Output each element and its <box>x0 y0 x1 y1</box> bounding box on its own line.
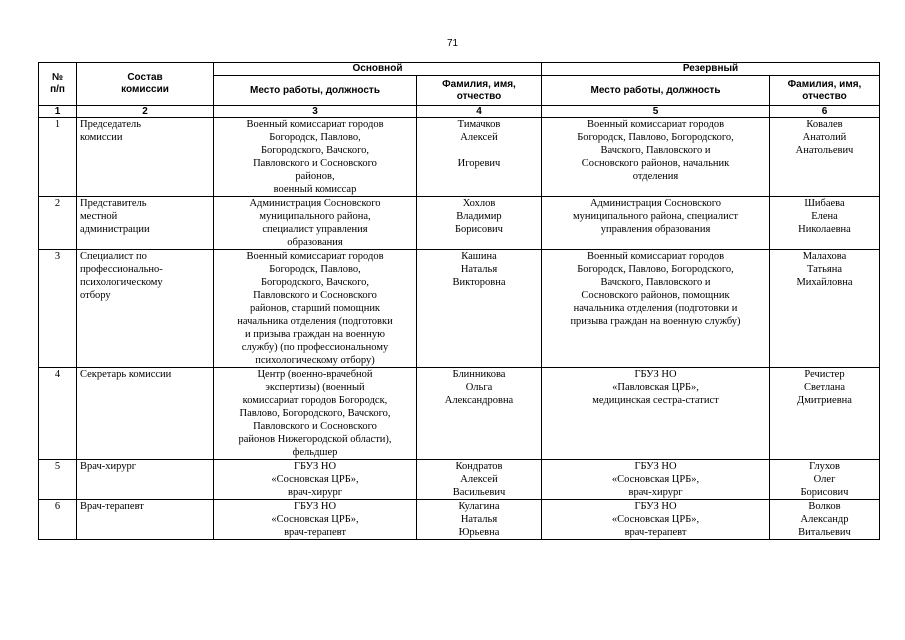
cell-line: Богородск, Павлово, Богородского, <box>577 264 734 275</box>
cell-line: «Павловская ЦРБ», <box>612 382 699 393</box>
cell-line: Юрьевна <box>458 527 500 538</box>
header-composition: Состав комиссии <box>77 63 214 106</box>
cell-reserve-workplace <box>542 118 770 197</box>
cell-line: Хохлов <box>462 198 496 209</box>
cell-line: начальника отделения (подготовки и <box>573 303 738 314</box>
cell-line: Малахова <box>802 251 847 262</box>
cell-main-name <box>417 197 542 250</box>
header-main-workplace: Место работы, должность <box>214 76 417 106</box>
cell-line: Алексей <box>460 474 498 485</box>
cell-line: Богородск, Павлово, <box>269 132 361 143</box>
table-row <box>39 118 880 197</box>
cell-line: Военный комиссариат городов <box>246 251 384 262</box>
column-number: 2 <box>77 106 214 118</box>
cell-line: комиссариат городов Богородск, <box>242 395 388 406</box>
table-row <box>39 460 880 500</box>
cell-num: 5 <box>39 460 77 500</box>
cell-line: Специалист по <box>80 251 147 262</box>
cell-line: администрации <box>80 224 150 235</box>
cell-line: начальника отделения (подготовки <box>237 316 393 327</box>
cell-role <box>77 250 214 368</box>
column-number: 6 <box>770 106 880 118</box>
cell-line: ГБУЗ НО <box>634 501 677 512</box>
cell-line: Богородского, Вачского, <box>260 277 370 288</box>
cell-line: Николаевна <box>798 224 851 235</box>
cell-line: профессионально- <box>80 264 163 275</box>
table-row <box>39 368 880 460</box>
cell-main-workplace <box>214 500 417 540</box>
cell-line: Татьяна <box>806 264 843 275</box>
cell-line: Администрация Сосновского <box>249 198 381 209</box>
cell-reserve-workplace <box>542 368 770 460</box>
cell-reserve-name <box>770 250 880 368</box>
cell-line: Врач-хирург <box>80 461 137 472</box>
header-main: Основной <box>214 63 542 76</box>
cell-role <box>77 118 214 197</box>
header-reserve: Резервный <box>542 63 880 76</box>
cell-line: комиссии <box>80 132 123 143</box>
cell-line: специалист управления <box>262 224 368 235</box>
cell-line: отделения <box>632 171 679 182</box>
cell-line: Председатель <box>80 119 142 130</box>
cell-line: Секретарь комиссии <box>80 369 172 380</box>
cell-line: Администрация Сосновского <box>589 198 722 209</box>
cell-line: Витальевич <box>798 527 851 538</box>
cell-reserve-name <box>770 460 880 500</box>
cell-line: Глухов <box>809 461 840 472</box>
cell-line: ГБУЗ НО <box>634 461 677 472</box>
cell-reserve-workplace <box>542 197 770 250</box>
table-row <box>39 250 880 368</box>
cell-line: муниципального района, специалист <box>573 211 738 222</box>
table-body <box>39 118 880 540</box>
cell-line: Олег <box>813 474 836 485</box>
cell-line: врач-хирург <box>287 487 342 498</box>
header-reserve-fio: Фамилия, имя, отчество <box>770 76 880 106</box>
cell-line: районов, старший помощник <box>249 303 381 314</box>
cell-line: Дмитриевна <box>797 395 852 406</box>
cell-line: фельдшер <box>292 447 338 458</box>
cell-line: «Сосновская ЦРБ», <box>611 514 700 525</box>
cell-line: образования <box>287 237 343 248</box>
cell-line: Павловского и Сосновского <box>253 421 377 432</box>
cell-main-workplace <box>214 197 417 250</box>
cell-line: районов, <box>295 171 335 182</box>
cell-line: «Сосновская ЦРБ», <box>611 474 700 485</box>
cell-line: муниципального района, <box>259 211 371 222</box>
cell-line: Сосновского районов, помощник <box>581 290 730 301</box>
cell-line: Сосновского районов, начальник <box>581 158 730 169</box>
cell-reserve-workplace <box>542 460 770 500</box>
table-row <box>39 500 880 540</box>
cell-reserve-workplace <box>542 250 770 368</box>
header-main-fio: Фамилия, имя, отчество <box>417 76 542 106</box>
cell-line: Вачского, Павловского и <box>600 277 711 288</box>
cell-line: Военный комиссариат городов <box>246 119 384 130</box>
cell-reserve-name <box>770 500 880 540</box>
cell-line: Кондратов <box>455 461 503 472</box>
cell-line: Шибаева <box>804 198 845 209</box>
cell-num: 6 <box>39 500 77 540</box>
cell-line: Елена <box>811 211 838 222</box>
cell-line: Владимир <box>456 211 502 222</box>
cell-line: ГБУЗ НО <box>293 461 337 472</box>
cell-main-workplace <box>214 250 417 368</box>
cell-line: Наталья <box>460 264 498 275</box>
cell-line: психологическому отбору) <box>255 355 375 366</box>
cell-line: Тимачков <box>457 119 501 130</box>
cell-line: ГБУЗ НО <box>634 369 677 380</box>
cell-line: Кулагина <box>458 501 500 512</box>
cell-line: Борисович <box>800 487 849 498</box>
cell-role <box>77 368 214 460</box>
cell-line: Михайловна <box>796 277 853 288</box>
cell-line: экспертизы) (военный <box>265 382 365 393</box>
cell-main-name <box>417 500 542 540</box>
cell-line: и призыва граждан на военную <box>245 329 385 340</box>
cell-num: 2 <box>39 197 77 250</box>
cell-line: «Сосновская ЦРБ», <box>271 514 359 525</box>
cell-line: службу) (по профессиональному <box>241 342 389 353</box>
cell-line: Ольга <box>465 382 493 393</box>
column-number: 4 <box>417 106 542 118</box>
cell-line: Богородск, Павлово, <box>269 264 361 275</box>
cell-line: Светлана <box>803 382 846 393</box>
cell-main-name <box>417 250 542 368</box>
cell-line: Викторовна <box>452 277 506 288</box>
cell-line: ГБУЗ НО <box>293 501 337 512</box>
cell-main-workplace <box>214 118 417 197</box>
cell-line: Врач-терапевт <box>80 501 144 512</box>
cell-line: Ковалев <box>806 119 843 130</box>
column-number: 3 <box>214 106 417 118</box>
cell-line: «Сосновская ЦРБ», <box>271 474 359 485</box>
cell-main-workplace <box>214 368 417 460</box>
cell-line <box>420 144 538 157</box>
cell-main-name <box>417 118 542 197</box>
cell-num: 3 <box>39 250 77 368</box>
cell-main-name <box>417 460 542 500</box>
cell-role <box>77 460 214 500</box>
cell-line: медицинская сестра-статист <box>592 395 719 406</box>
cell-line: Павловского и Сосновского <box>253 290 377 301</box>
cell-line: Богородского, Вачского, <box>260 145 370 156</box>
cell-role <box>77 500 214 540</box>
cell-line: Васильевич <box>452 487 506 498</box>
column-number: 1 <box>39 106 77 118</box>
cell-line: Речистер <box>804 369 845 380</box>
cell-line: Наталья <box>460 514 498 525</box>
header-num: № п/п <box>39 63 77 106</box>
cell-main-workplace <box>214 460 417 500</box>
cell-line: военный комиссар <box>273 184 357 195</box>
cell-line: Борисович <box>455 224 503 235</box>
header-reserve-workplace: Место работы, должность <box>542 76 770 106</box>
cell-line: психологическому <box>80 277 163 288</box>
cell-line: Кашина <box>461 251 497 262</box>
cell-line: Анатольевич <box>795 145 854 156</box>
table-row <box>39 197 880 250</box>
cell-main-name <box>417 368 542 460</box>
cell-role <box>77 197 214 250</box>
cell-line: врач-терапевт <box>284 527 346 538</box>
cell-reserve-name <box>770 197 880 250</box>
cell-line: врач-хирург <box>628 487 683 498</box>
cell-line: Анатолий <box>802 132 847 143</box>
cell-line: Алексей <box>460 132 498 143</box>
cell-line: Богородск, Павлово, Богородского, <box>577 132 734 143</box>
cell-line: Игоревич <box>457 158 501 169</box>
cell-line: призыва граждан на военную службу) <box>570 316 741 327</box>
cell-reserve-name <box>770 118 880 197</box>
cell-line: Александровна <box>444 395 514 406</box>
cell-line: Военный комиссариат городов <box>586 119 725 130</box>
cell-num: 1 <box>39 118 77 197</box>
cell-line: Представитель <box>80 198 147 209</box>
cell-line: районов Нижегородской области), <box>238 434 392 445</box>
cell-line: врач-терапевт <box>624 527 687 538</box>
commission-table <box>38 62 880 540</box>
page-number: 71 <box>446 38 459 49</box>
cell-line: Павловского и Сосновского <box>253 158 377 169</box>
cell-line: Военный комиссариат городов <box>586 251 725 262</box>
cell-line: Вачского, Павловского и <box>600 145 711 156</box>
cell-reserve-name <box>770 368 880 460</box>
cell-reserve-workplace <box>542 500 770 540</box>
cell-line: Блинникова <box>452 369 506 380</box>
cell-num: 4 <box>39 368 77 460</box>
cell-line: Центр (военно-врачебной <box>257 369 373 380</box>
cell-line: управления образования <box>600 224 711 235</box>
cell-line: Александр <box>800 514 849 525</box>
cell-line: местной <box>80 211 118 222</box>
cell-line: Павлово, Богородского, Вачского, <box>239 408 391 419</box>
cell-line: Волков <box>808 501 841 512</box>
column-number: 5 <box>542 106 770 118</box>
cell-line: отбору <box>80 290 111 301</box>
